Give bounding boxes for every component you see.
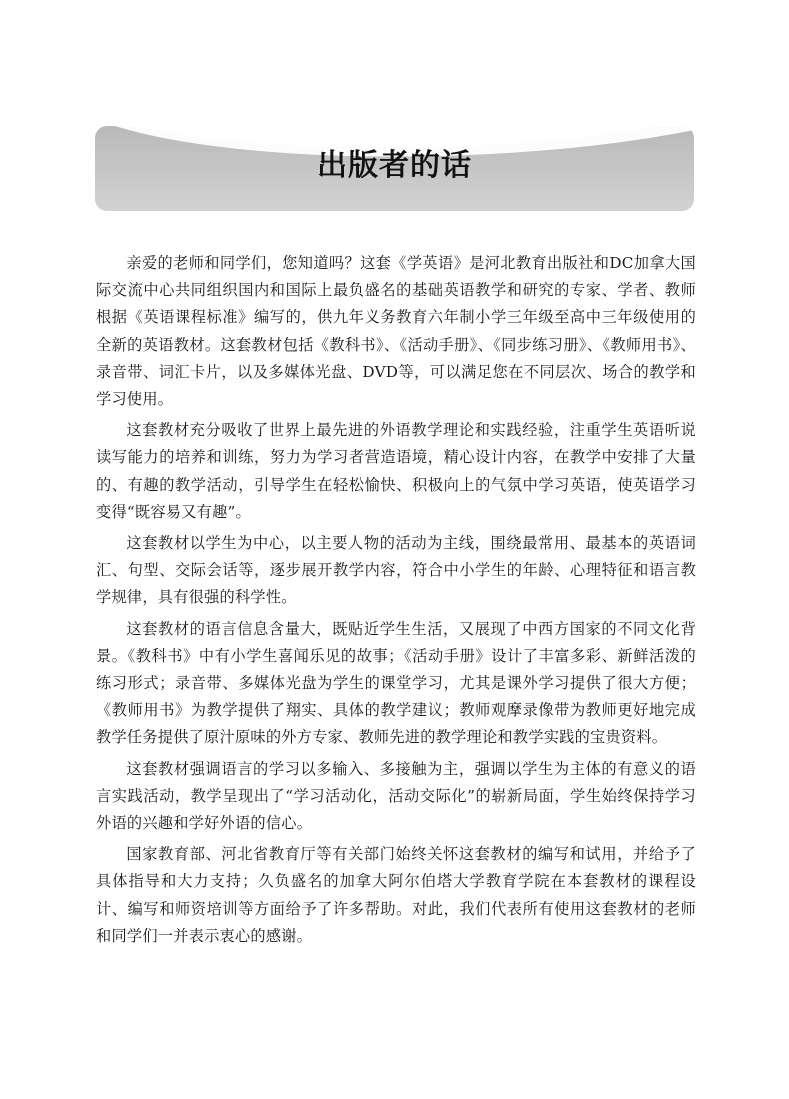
paragraph-2: 这套教材充分吸收了世界上最先进的外语教学理论和实践经验，注重学生英语听说读写能力的培养和训练，努力为学习者营造语境，精心设计内容，在教学中安排了大量的、有趣的教学活动，引导学生在轻松愉快、积极向上的气氛中学习英语，使英语学习变得“既容易又有趣”。: [96, 421, 696, 521]
paragraph-5: 这套教材强调语言的学习以多输入、多接触为主，强调以学生为主体的有意义的语言实践活动，教学呈现出了“学习活动化，活动交际化”的崭新局面，学生始终保持学习外语的兴趣和学好外语的信心。: [96, 759, 696, 833]
page-title: 出版者的话: [317, 148, 472, 183]
paragraph-1: 亲爱的老师和同学们，您知道吗？这套《学英语》是河北教育出版社和DC加拿大国际交流中心共同组织国内和国际上最负盛名的基础英语教学和研究的专家、学者、教师根据《英语课程标准》编写的，供九年义务教育六年制小学三年级至高中三年级使用的全新的英语教材。这套教材包括《教科书》、《活动手册》、《同步练习册》、《教师用书》、录音带、词汇卡片，以及多媒体光盘、DVD等，可以满足您在不同层次、场合的教学和学习使用。: [96, 254, 696, 409]
paragraph-4: 这套教材的语言信息含量大，既贴近学生生活，又展现了中西方国家的不同文化背景。《教科书》中有小学生喜闻乐见的故事；《活动手册》设计了丰富多彩、新鲜活泼的练习形式；录音带、多媒体光盘为学生的课堂学习，尤其是课外学习提供了很大方便；《教师用书》为教学提供了翔实、具体的教学建议；教师观摩录像带为教师更好地完成教学任务提供了原汁原味的外方专家、教师先进的教学理论和教学实践的宝贵资料。: [96, 619, 696, 747]
body-text: [96, 250, 696, 954]
title-banner: [95, 126, 694, 211]
paragraph-3: 这套教材以学生为中心，以主要人物的活动为主线，围绕最常用、最基本的英语词汇、句型、交际会话等，逐步展开教学内容，符合中小学生的年龄、心理特征和语言教学规律，具有很强的科学性。: [96, 534, 696, 607]
paragraph-6: 国家教育部、河北省教育厅等有关部门始终关怀这套教材的编写和试用，并给予了具体指导和大力支持；久负盛名的加拿大阿尔伯塔大学教育学院在本套教材的课程设计、编写和师资培训等方面给予了许多帮助。对此，我们代表所有使用这套教材的老师和同学们一并表示衷心的感谢。: [96, 845, 696, 945]
